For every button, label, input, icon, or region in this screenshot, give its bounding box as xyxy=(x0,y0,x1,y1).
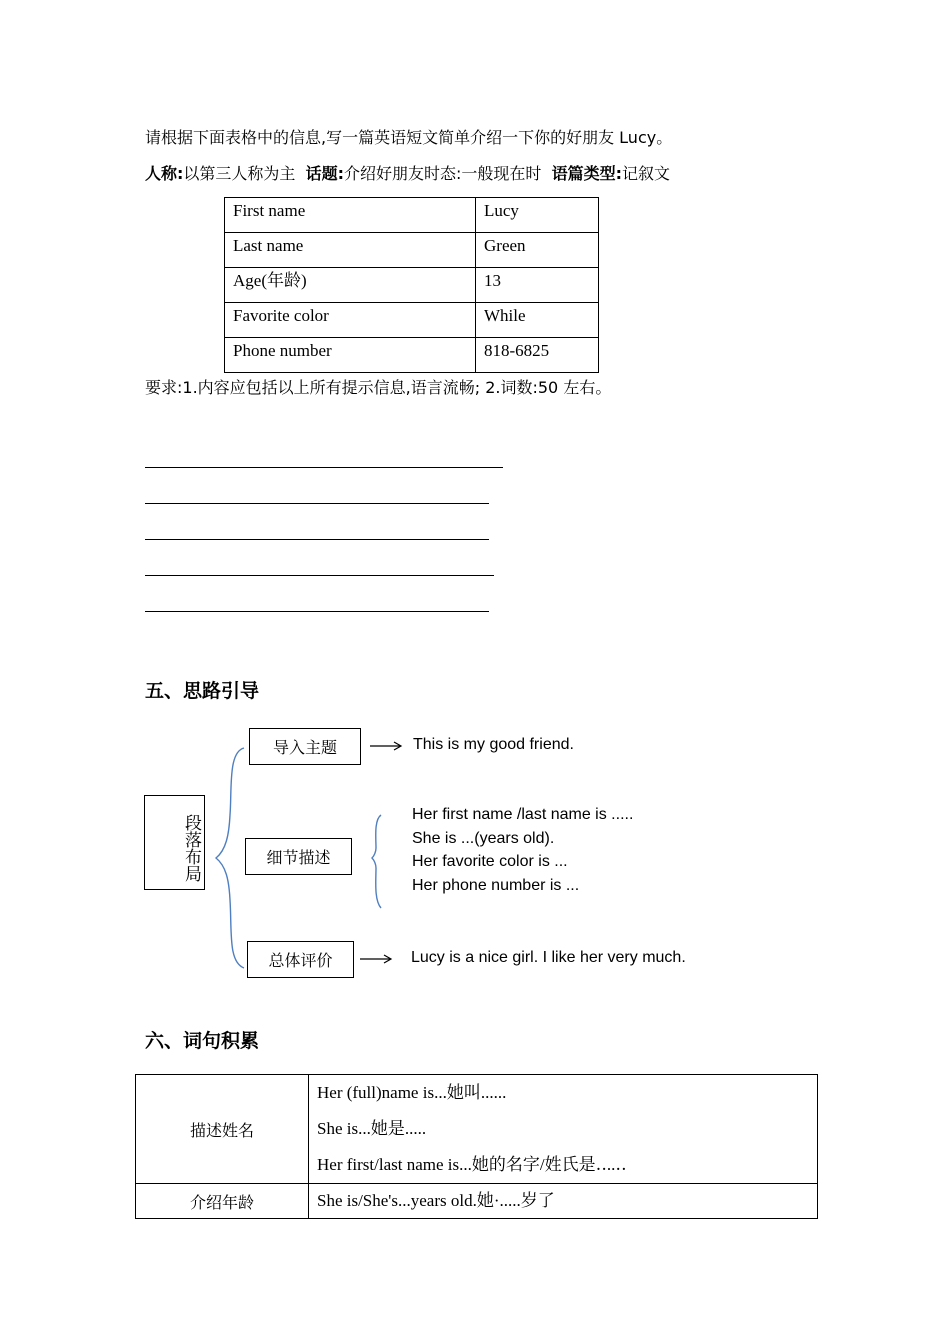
vocab-value xyxy=(309,1184,818,1219)
table-row xyxy=(136,1075,818,1184)
root-box xyxy=(144,795,205,890)
field-cell: First name xyxy=(225,198,476,233)
detail-brace xyxy=(372,815,381,908)
vocab-table xyxy=(135,1074,818,1219)
instruction-text: 请根据下面表格中的信息,写一篇英语短文简单介绍一下你的好朋友 Lucy。 xyxy=(145,128,673,147)
arrow-icon xyxy=(370,742,401,750)
person-value: 以第三人称为主 xyxy=(183,164,296,183)
field-cell: Age(年龄) xyxy=(225,268,476,303)
value-cell: Green xyxy=(476,233,599,268)
person-label: 人称: xyxy=(145,164,184,183)
left-brace xyxy=(216,748,244,968)
topic-value: 介绍好朋友时态:一般现在时 xyxy=(344,164,542,183)
field-cell: Phone number xyxy=(225,338,476,373)
section5-title: 五、思路引导 xyxy=(145,680,260,702)
branch-box-summary: 总体评价 xyxy=(247,941,354,978)
arrow-icon xyxy=(360,955,391,963)
topic-label: 话题: xyxy=(305,164,344,183)
detail-line: Her first name /last name is ..... xyxy=(412,806,634,823)
vocab-line: She is/She's...years old.她·.....岁了 xyxy=(317,1191,555,1210)
vocab-value xyxy=(309,1075,818,1184)
table-row xyxy=(136,1184,818,1219)
detail-line: Her favorite color is ... xyxy=(412,853,568,870)
field-cell: Favorite color xyxy=(225,303,476,338)
intro-sentence: This is my good friend. xyxy=(413,736,574,753)
vocab-line: Her first/last name is...她的名字/姓氏是‥..‥ xyxy=(317,1155,627,1174)
value-cell: While xyxy=(476,303,599,338)
vocab-line: Her (full)name is...她叫...... xyxy=(317,1083,507,1102)
type-label: 语篇类型: xyxy=(551,164,622,183)
type-value: 记叙文 xyxy=(621,164,670,183)
detail-line: She is ...(years old). xyxy=(412,829,555,847)
branch-box-details: 细节描述 xyxy=(245,838,352,875)
root-label: 段落布局 xyxy=(181,814,201,882)
vocab-line: She is...她是..... xyxy=(317,1119,427,1138)
branch-box-intro: 导入主题 xyxy=(249,728,361,765)
vocab-key: 介绍年龄 xyxy=(136,1184,309,1219)
detail-sentences xyxy=(412,803,633,897)
field-cell: Last name xyxy=(225,233,476,268)
section6-title: 六、词句积累 xyxy=(145,1030,260,1052)
value-cell: Lucy xyxy=(476,198,599,233)
requirements-text: 要求:1.内容应包括以上所有提示信息,语言流畅; 2.词数:50 左右。 xyxy=(145,378,612,397)
value-cell: 13 xyxy=(476,268,599,303)
detail-line: Her phone number is ... xyxy=(412,876,580,894)
vocab-key: 描述姓名 xyxy=(136,1075,309,1184)
value-cell: 818-6825 xyxy=(476,338,599,373)
summary-sentence: Lucy is a nice girl. I like her very much. xyxy=(411,949,686,966)
